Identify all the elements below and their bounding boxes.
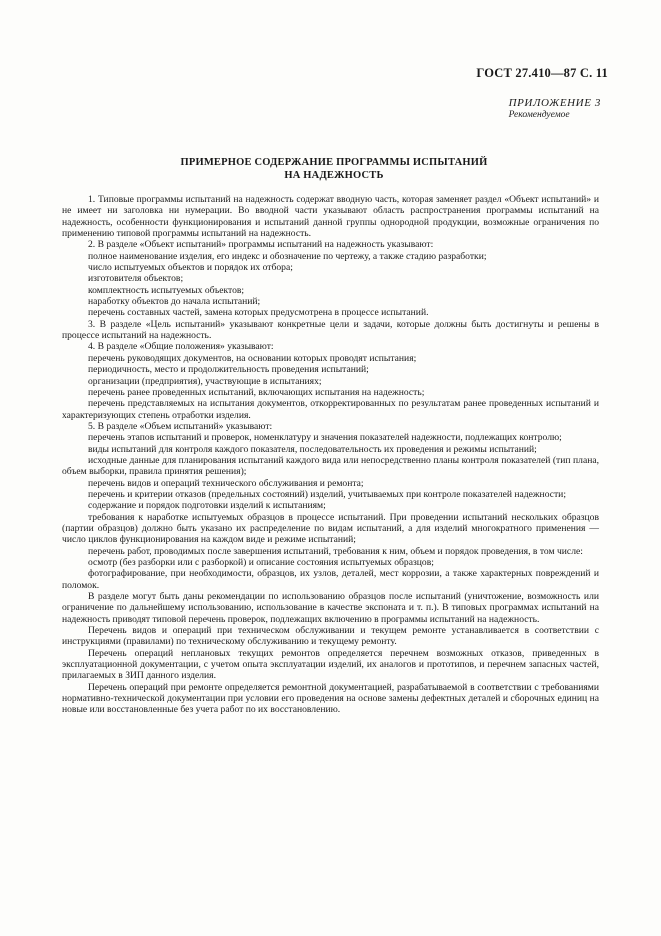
paragraph-22: содержание и порядок подготовки изделий к испытаниям; — [88, 500, 326, 512]
appendix-subtitle: Рекомендуемое — [508, 110, 570, 120]
paragraph-6: комплектность испытуемых объектов; — [88, 284, 245, 296]
paragraph-17: перечень этапов испытаний и проверок, номенклатуру и значения показателей надежности, подлежащих контролю; — [88, 432, 562, 444]
paragraph-3: полное наименование изделия, его индекс и обозначение по чертежу, а также стадию разработки; — [88, 250, 487, 262]
document-title-line-2: НА НАДЕЖНОСТЬ — [284, 169, 384, 181]
paragraph-15: перечень представляемых на испытания документов, откорректированных по результатам ранее проведенных испытаний и характеризующих степень отработки изделия. — [62, 398, 599, 421]
paragraph-25: осмотр (без разборки или с разборкой) и описание состояния испытуемых образцов; — [88, 557, 434, 568]
document-title — [60, 157, 608, 182]
paragraph-13: организации (предприятия), участвующие в испытаниях; — [88, 375, 322, 387]
appendix-title: ПРИЛОЖЕНИЕ 3 — [508, 97, 601, 109]
paragraph-10: 4. В разделе «Общие положения» указывают: — [88, 341, 274, 353]
paragraph-14: перечень ранее проведенных испытаний, включающих испытания на надежность; — [88, 386, 425, 398]
document-body — [62, 194, 599, 716]
paragraph-24: перечень работ, проводимых после завершения испытаний, требования к ним, объем и порядок проведения, в том числе: — [88, 545, 583, 557]
paragraph-28: Перечень видов и операций при техническом обслуживании и текущем ремонте устанавливается в соответствии с инструкциями (правилами) по техническому обслуживанию и текущему ремонту. — [62, 625, 599, 648]
paragraph-1: 1. Типовые программы испытаний на надежность содержат вводную часть, которая заменяет раздел «Объект испытаний» и не имеет ни заголовка ни нумерации. Во вводной части указывают область распространения программы испытаний на надежность, особенности функционирования и испытаний данной группы однородной продукции, возможные ограничения по применению типовой программы испытаний на надежность. — [62, 194, 599, 240]
paragraph-5: изготовителя объектов; — [88, 273, 184, 285]
paragraph-12: периодичность, место и продолжительность проведения испытаний; — [88, 364, 369, 376]
paragraph-8: перечень составных частей, замена которых предусмотрена в процессе испытаний. — [88, 307, 429, 319]
paragraph-7: наработку объектов до начала испытаний; — [88, 296, 261, 308]
paragraph-30: Перечень операций при ремонте определяется ремонтной документацией, разрабатываемой в соответствии с требованиями нормативно-технической документации при условии его проведения на основе замены дефектных деталей и сборочных единиц на новые или восстановленные без учета работ по их восстановлению. — [62, 681, 599, 716]
standard-reference: ГОСТ 27.410—87 С. 11 — [476, 66, 608, 80]
paragraph-23: требования к наработке испытуемых образцов в процессе испытаний. При проведении испытаний нескольких образцов (партии образцов) должно быть указано их распределение по видам испытаний, а для изделий многократного применения — число циклов функционирования на каждом виде и режиме испытаний; — [62, 511, 599, 546]
paragraph-4: число испытуемых объектов и порядок их отбора; — [88, 262, 293, 274]
paragraph-20: перечень видов и операций технического обслуживания и ремонта; — [88, 477, 364, 489]
appendix-block — [509, 97, 601, 120]
paragraph-9: 3. В разделе «Цель испытаний» указывают конкретные цели и задачи, которые должны быть достигнуты и решены в процессе испытаний на надежность. — [62, 318, 599, 342]
paragraph-27: В разделе могут быть даны рекомендации по использованию образцов после испытаний (уничтожение, возможность или ограничение по дальнейшему использованию, использование в качестве экспоната и т. п.). В типовых программах испытаний на надежность приводят типовой перечень проверок, подлежащих включению в программы испытаний на надежность. — [62, 591, 599, 625]
paragraph-29: Перечень операций неплановых текущих ремонтов определяется перечнем возможных отказов, приведенных в эксплуатационной документации, с учетом опыта эксплуатации изделий, их аналогов и прототипов, и перечнем запасных частей, прилагаемых в ЗИП данного изделия. — [62, 647, 599, 682]
paragraph-19: исходные данные для планирования испытаний каждого вида или непосредственно планы контроля показателей (тип плана, объем выборки, правила принятия решения); — [62, 454, 599, 478]
paragraph-16: 5. В разделе «Объем испытаний» указывают: — [88, 420, 273, 432]
document-title-line-1: ПРИМЕРНОЕ СОДЕРЖАНИЕ ПРОГРАММЫ ИСПЫТАНИЙ — [180, 157, 488, 168]
paragraph-18: виды испытаний для контроля каждого показателя, последовательность их проведения и режимы испытаний; — [88, 443, 537, 455]
paragraph-21: перечень и критерии отказов (предельных состояний) изделий, учитываемых при контроле показателей надежности; — [88, 488, 566, 500]
paragraph-26: фотографирование, при необходимости, образцов, их узлов, деталей, мест коррозии, а также характерных повреждений и поломок. — [62, 568, 599, 591]
paragraph-11: перечень руководящих документов, на основании которых проводят испытания; — [88, 352, 417, 364]
paragraph-2: 2. В разделе «Объект испытаний» программы испытаний на надежность указывают: — [88, 239, 434, 251]
